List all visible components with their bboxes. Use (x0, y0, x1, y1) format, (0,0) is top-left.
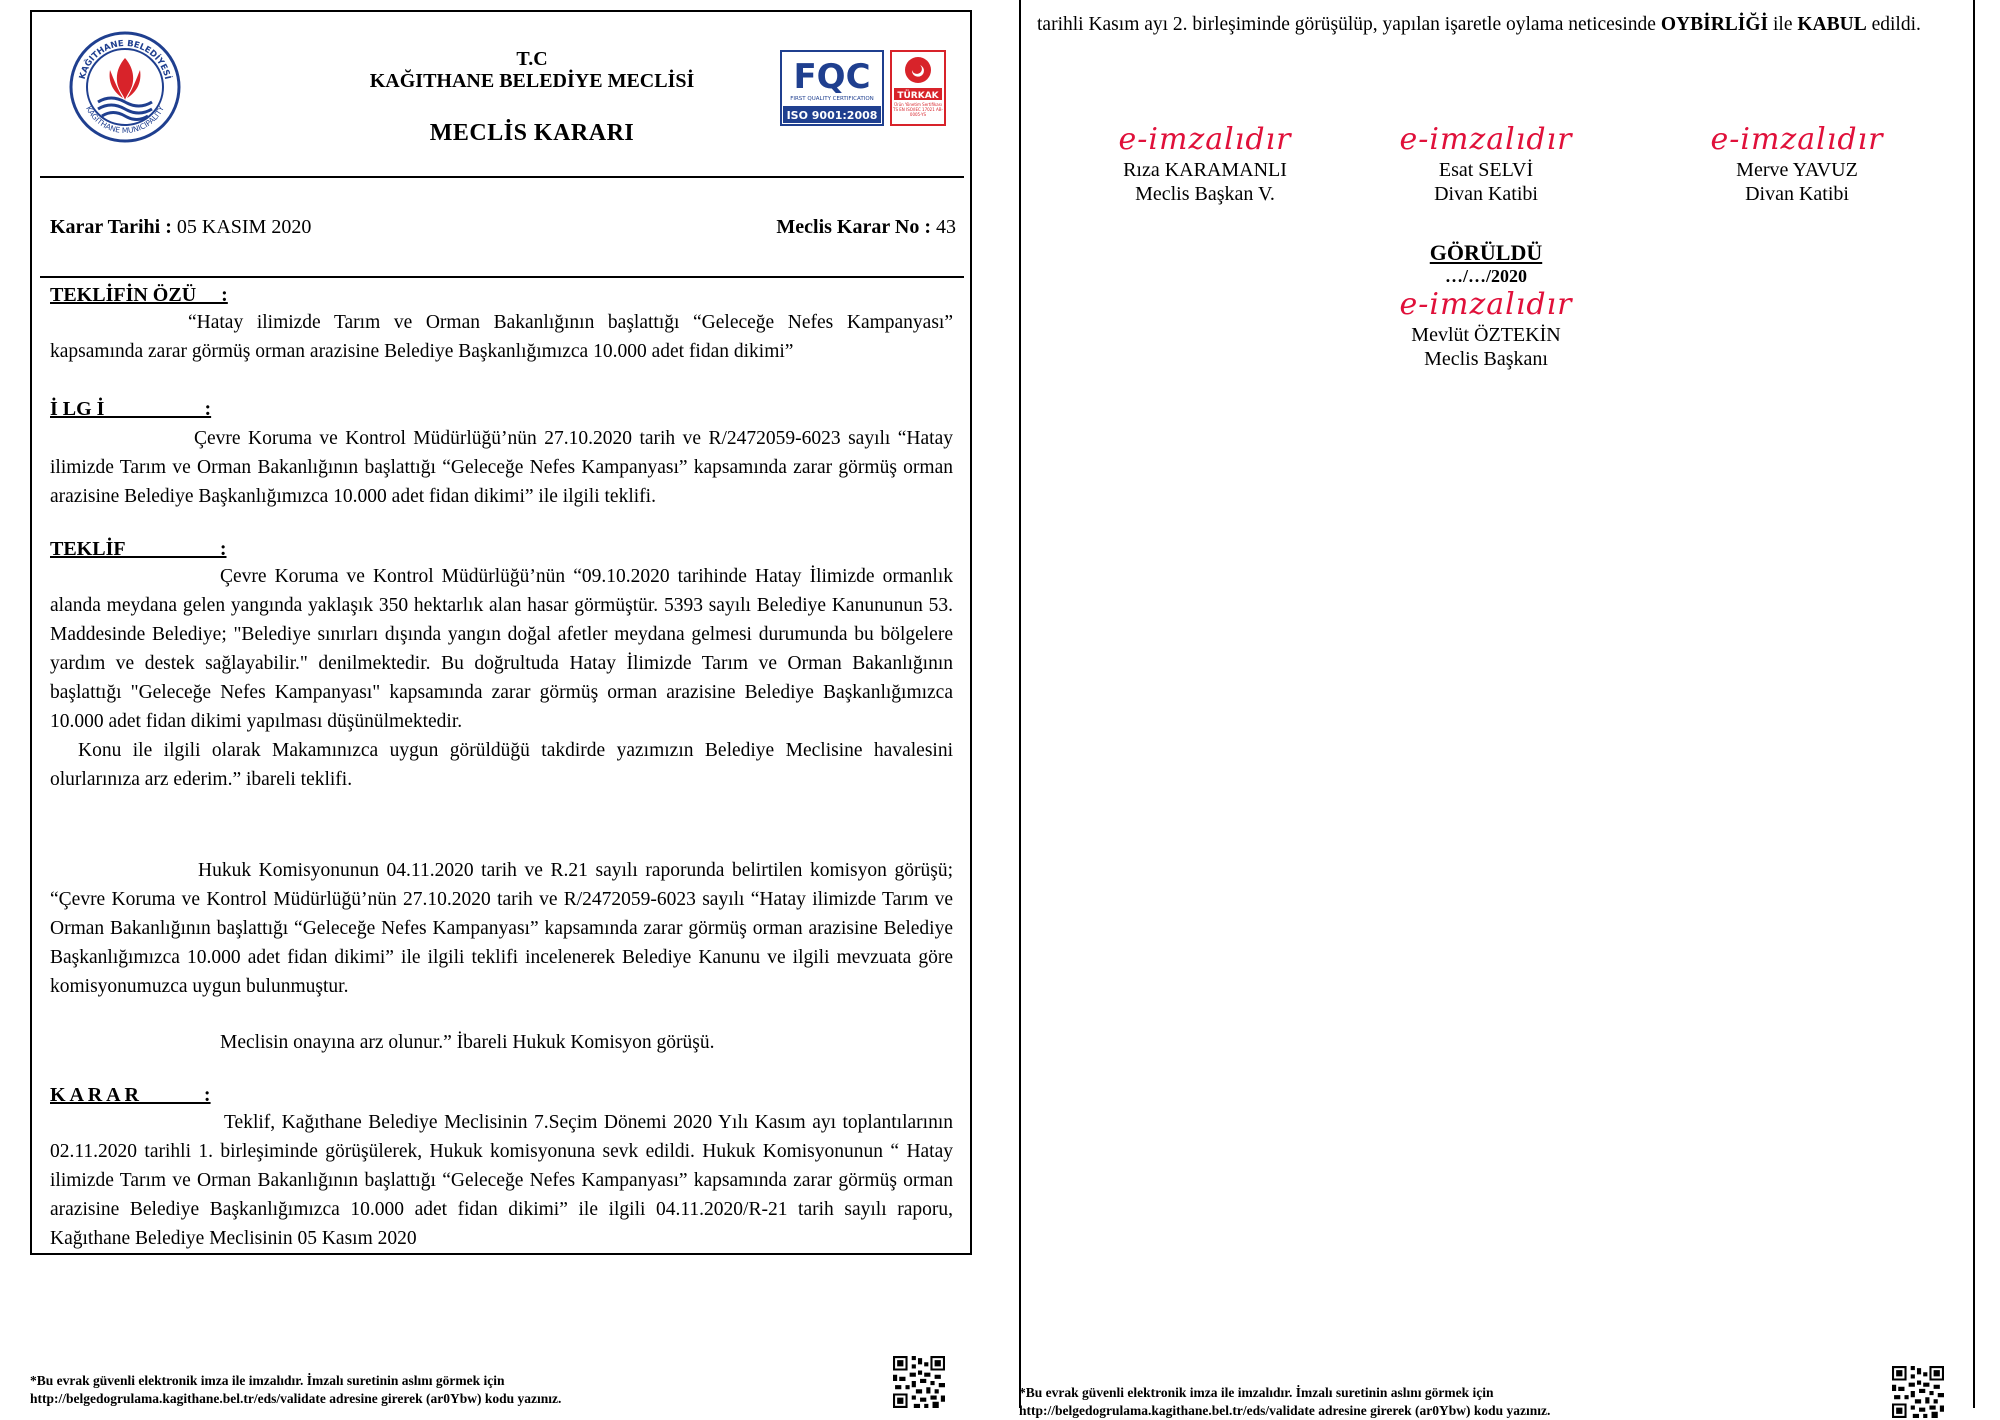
commission-submit-text: Meclisin onayına arz olunur.” İbareli Hukuk Komisyon görüşü. (220, 1032, 715, 1053)
decision-number: Meclis Karar No : 43 (776, 216, 956, 238)
e-signature-stamp: e-imzalıdır (1399, 287, 1573, 322)
municipality-logo (68, 30, 182, 144)
section-title-ozu: TEKLİFİN ÖZÜ : (50, 284, 228, 306)
signer-role: Divan Katibi (1434, 183, 1538, 205)
signer-role: Divan Katibi (1745, 183, 1849, 205)
section-text-karar: Teklif, Kağıthane Belediye Meclisinin 7.Seçim Dönemi 2020 Yılı Kasım ayı toplantılarının 02.11.2020 tarihli 1. birleşiminde görüşülerek, Hukuk komisyonuna sevk edildi. Hukuk Komisyonunun “ Hatay ilimizde Tarım ve Orman Bakanlığının başlattığı “Geleceğe Nefes Kampanyası” kapsamında zarar görmüş orman arazisine Belediye Başkanlığımızca 10.000 adet fidan dikimi” ile ilgili 04.11.2020/R-21 tarih sayılı raporu, Kağıthane Belediye Meclisinin 05 Kasım 2020 (50, 1112, 953, 1249)
meta-rule (40, 276, 964, 278)
e-signature-stamp: e-imzalıdır (1118, 122, 1292, 157)
signature-block-chair (1075, 122, 1335, 206)
document-title: MECLİS KARARI (429, 120, 635, 146)
signer-name: Mevlüt ÖZTEKİN (1411, 324, 1561, 346)
e-signature-stamp: e-imzalıdır (1710, 122, 1884, 157)
commission-opinion-text: Hukuk Komisyonunun 04.11.2020 tarih ve R.21 sayılı raporunda belirtilen komisyon görüşü; “Çevre Koruma ve Kontrol Müdürlüğü’nün 27.10.2020 tarih ve R/2472059-6023 sayılı “Hatay ilimizde Tarım ve Orman Bakanlığının başlattığı “Geleceğe Nefes Kampanyası” kapsamında zarar görmüş orman arazisine Belediye Başkanlığımızca 10.000 adet fidan dikimi” ile ilgili teklifi incelenerek Belediye Kanunu ve ilgili mevzuata göre komisyonumuzca uygun bulunmuştur. (50, 860, 953, 997)
turkak-accreditation-logo: TÜRKAK Ürün Yönetim Sertifikası TS EN ISO/IEC 17021 AB-0005-YS (890, 50, 946, 126)
qr-code-icon (893, 1356, 945, 1408)
svg-text:KAĞITHANE BELEDİYESİ: KAĞITHANE BELEDİYESİ (77, 38, 173, 81)
svg-text:TÜRKAK: TÜRKAK (897, 91, 939, 101)
qr-code-icon (1892, 1366, 1944, 1418)
signer-name: Merve YAVUZ (1736, 159, 1858, 181)
header-rule (40, 176, 964, 178)
decision-page-1 (30, 10, 972, 1255)
footer-note-page-1: *Bu evrak güvenli elektronik imza ile imzalıdır. İmzalı suretinin aslını görmek için http://belgedogrulama.kagithane.bel.tr/eds/validate adresine girerek (ar0Ybw) kodu yazınız. (30, 1373, 562, 1406)
section-title-karar: K A R A R : (50, 1084, 211, 1106)
e-signature-stamp: e-imzalıdır (1399, 122, 1573, 157)
section-title-ilgi: İ LG İ : (50, 398, 212, 420)
section-text-teklif: Çevre Koruma ve Kontrol Müdürlüğü’nün “09.10.2020 tarihinde Hatay İlimizde ormanlık alanda meydana gelen yangında yaklaşık 350 hektarlık alan hasar görmüştür. 5393 sayılı Belediye Kanununun 53. Maddesinde Belediye; "Belediye sınırları dışında yangın doğal afetler meydana gelmesi durumunda bu bölgelere yardım ve destek sağlayabilir." denilmektedir. Bu doğrultuda Hatay İlimizde Tarım ve Orman Bakanlığının başlattığı "Geleceğe Nefes Kampanyası" kapsamında zarar görmüş orman arazisine Belediye Başkanlığımızca 10.000 adet fidan dikimi yapılması düşünülmektedir. Konu ile ilgili olarak Makamınızca uygun görüldüğü takdirde yazımızın Belediye Meclisine havalesini olurlarınıza arz ederim.” ibareli teklifi. (50, 566, 953, 790)
approval-title: GÖRÜLDÜ (1429, 240, 1543, 265)
signature-block-clerk-2 (1667, 122, 1927, 206)
svg-text:FQC: FQC (793, 57, 871, 97)
section-title-teklif: TEKLİF : (50, 538, 227, 560)
decision-continuation-text: tarihli Kasım ayı 2. birleşiminde görüşülüp, yapılan işaretle oylama neticesinde OYBİRLİĞİ ile KABUL edildi. (1037, 14, 1921, 35)
svg-text:KAĞITHANE MUNICIPALITY: KAĞITHANE MUNICIPALITY (84, 104, 166, 135)
decision-page-2 (1019, 0, 1975, 1408)
fqc-certification-logo (780, 50, 884, 126)
header-council: KAĞITHANE BELEDİYE MECLİSİ (369, 70, 695, 92)
header-tc: T.C (516, 48, 548, 70)
signature-block-clerk-1 (1356, 122, 1616, 206)
signer-role: Meclis Başkan V. (1135, 183, 1275, 205)
approval-date: …/…/2020 (1444, 266, 1527, 286)
signer-name: Esat SELVİ (1438, 159, 1534, 181)
footer-note-page-2: *Bu evrak güvenli elektronik imza ile imzalıdır. İmzalı suretinin aslını görmek için http://belgedogrulama.kagithane.bel.tr/eds/validate adresine girerek (ar0Ybw) kodu yazınız. (1019, 1385, 1551, 1418)
decision-date: Karar Tarihi : 05 KASIM 2020 (50, 216, 312, 238)
svg-text:FIRST QUALITY CERTIFICATION: FIRST QUALITY CERTIFICATION (790, 96, 874, 102)
section-text-ilgi: Çevre Koruma ve Kontrol Müdürlüğü’nün 27.10.2020 tarih ve R/2472059-6023 sayılı “Hatay ilimizde Tarım ve Orman Bakanlığının başlattığı “Geleceğe Nefes Kampanyası” kapsamında zarar görmüş orman arazisine Belediye Başkanlığımızca 10.000 adet fidan dikimi” ile ilgili teklifi. (50, 428, 953, 507)
signer-role: Meclis Başkanı (1424, 348, 1548, 370)
signer-name: Rıza KARAMANLI (1123, 159, 1287, 181)
section-text-ozu: “Hatay ilimizde Tarım ve Orman Bakanlığının başlattığı “Geleceğe Nefes Kampanyası” kapsamında zarar görmüş orman arazisine Belediye Başkanlığımızca 10.000 adet fidan dikimi” (50, 312, 953, 362)
approval-block (1356, 240, 1616, 371)
svg-text:ISO 9001:2008: ISO 9001:2008 (786, 109, 878, 122)
